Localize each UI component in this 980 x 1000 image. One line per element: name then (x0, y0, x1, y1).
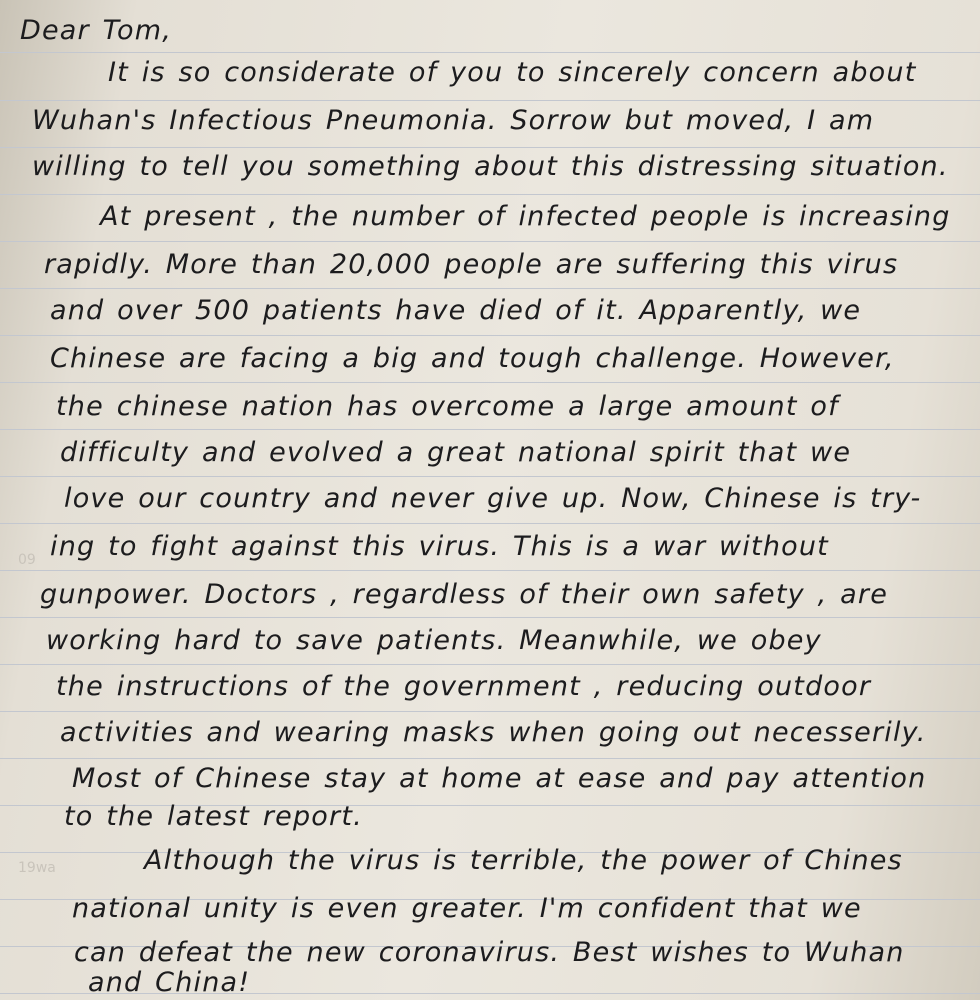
ruled-line (0, 711, 980, 712)
letter-line: the chinese nation has overcome a large amount of (56, 391, 839, 422)
show-through-mark: 09 (18, 552, 36, 568)
ruled-line (0, 100, 980, 101)
ruled-line (0, 147, 980, 148)
ruled-line (0, 52, 980, 53)
letter-line: and over 500 patients have died of it. Apparently, we (50, 295, 862, 326)
letter-line: gunpower. Doctors , regardless of their own safety , are (40, 579, 889, 610)
letter-line: It is so considerate of you to sincerely concern about (108, 57, 917, 88)
letter-line: difficulty and evolved a great national spirit that we (60, 437, 852, 468)
letter-line: rapidly. More than 20,000 people are suffering this virus (44, 249, 899, 280)
show-through-mark: 19wa (18, 860, 56, 876)
ruled-line (0, 382, 980, 383)
ruled-line (0, 617, 980, 618)
ruled-line (0, 335, 980, 336)
letter-line: At present , the number of infected people is increasing (100, 201, 951, 232)
letter-line: Wuhan's Infectious Pneumonia. Sorrow but moved, I am (32, 105, 875, 136)
letter-line: Chinese are facing a big and tough challenge. However, (50, 343, 895, 374)
ruled-line (0, 288, 980, 289)
ruled-line (0, 570, 980, 571)
letter-line: the instructions of the government , reducing outdoor (56, 671, 872, 702)
ruled-line (0, 758, 980, 759)
ruled-line (0, 241, 980, 242)
salutation: Dear Tom, (20, 15, 172, 46)
ruled-line (0, 523, 980, 524)
letter-line: willing to tell you something about this distressing situation. (32, 151, 949, 182)
ruled-line (0, 429, 980, 430)
letter-line: and China! (88, 967, 251, 998)
ruled-line (0, 664, 980, 665)
ruled-line (0, 194, 980, 195)
letter-line: activities and wearing masks when going out necesserily. (60, 717, 927, 748)
ruled-line (0, 476, 980, 477)
letter-line: ing to fight against this virus. This is a war without (50, 531, 829, 562)
letter-line: Although the virus is terrible, the power of Chines (144, 845, 903, 876)
letter-line: Most of Chinese stay at home at ease and pay attention (72, 763, 927, 794)
letter-line: working hard to save patients. Meanwhile, we obey (46, 625, 822, 656)
letter-line: can defeat the new coronavirus. Best wishes to Wuhan (74, 937, 905, 968)
letter-line: to the latest report. (64, 801, 363, 832)
letter-line: national unity is even greater. I'm confident that we (72, 893, 862, 924)
letter-line: love our country and never give up. Now, Chinese is try- (64, 483, 922, 514)
